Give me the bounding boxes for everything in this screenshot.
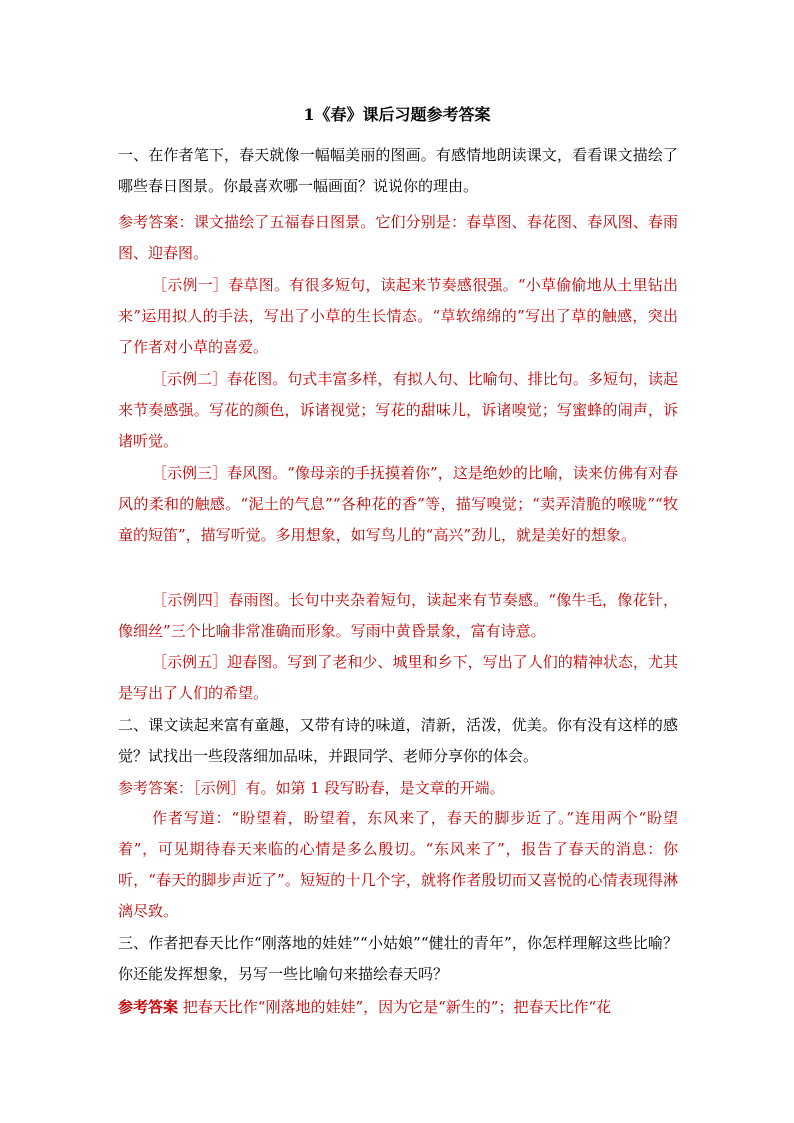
answer-3 [118, 992, 678, 1023]
answer-2-body: 作者写道：“盼望着，盼望着，东风来了，春天的脚步近了。”连用两个“盼望着”，可见期待春天来临的心情是多么殷切。“东风来了”，报告了春天的消息：你听，“春天的脚步声近了”。短短的十几个字，就将作者殷切而又喜悦的心情表现得淋漓尽致。 [118, 809, 678, 920]
answer-1: 参考答案：课文描绘了五福春日图景。它们分别是：春草图、春花图、春风图、春雨图、迎春图。 [118, 213, 678, 262]
answer-2-line-1: 参考答案：［示例］有。如第 1 段写盼春，是文章的开端。 [118, 779, 505, 797]
example-3: ［示例三］春风图。“像母亲的手抚摸着你”，这是绝妙的比喻，读来仿佛有对春风的柔和的触感。“泥土的气息”“各种花的香”等，描写嗅觉；“卖弄清脆的喉咙”“牧童的短笛”，描写听觉。多用想象，如写鸟儿的“高兴”劲儿，就是美好的想象。 [118, 464, 678, 544]
example-2: ［示例二］春花图。句式丰富多样，有拟人句、比喻句、排比句。多短句，读起来节奏感强。写花的颜色，诉诸视觉；写花的甜味儿，诉诸嗅觉；写蜜蜂的闹声，诉诸听觉。 [118, 370, 678, 450]
document-title: 1《春》课后习题参考答案 [303, 105, 491, 124]
answer-3-text: 把春天比作“刚落地的娃娃”，因为它是“新生的”；把春天比作“花 [178, 998, 612, 1016]
example-5: ［示例五］迎春图。写到了老和少、城里和乡下，写出了人们的精神状态，尤其是写出了人们的希望。 [118, 653, 678, 702]
question-2: 二、课文读起来富有童趣，又带有诗的味道，清新，活泼，优美。你有没有这样的感觉？试找出一些段落细加品味，并跟同学、老师分享你的体会。 [118, 716, 678, 765]
example-4: ［示例四］春雨图。长句中夹杂着短句，读起来有节奏感。“像牛毛，像花针，像细丝”三个比喻非常准确而形象。写雨中黄昏景象，富有诗意。 [118, 591, 678, 640]
question-3: 三、作者把春天比作“刚落地的娃娃”“小姑娘”“健壮的青年”，你怎样理解这些比喻？你还能发挥想象，另写一些比喻句来描绘春天吗？ [118, 934, 678, 983]
question-1: 一、在作者笔下，春天就像一幅幅美丽的图画。有感情地朗读课文，看看课文描绘了哪些春日图景。你最喜欢哪一幅画面？说说你的理由。 [118, 146, 678, 195]
example-1: ［示例一］春草图。有很多短句，读起来节奏感很强。“小草偷偷地从土里钻出来”运用拟人的手法，写出了小草的生长情态。“草软绵绵的”写出了草的触感，突出了作者对小草的喜爱。 [118, 276, 678, 356]
answer-3-lead: 参考答案 [118, 998, 179, 1016]
